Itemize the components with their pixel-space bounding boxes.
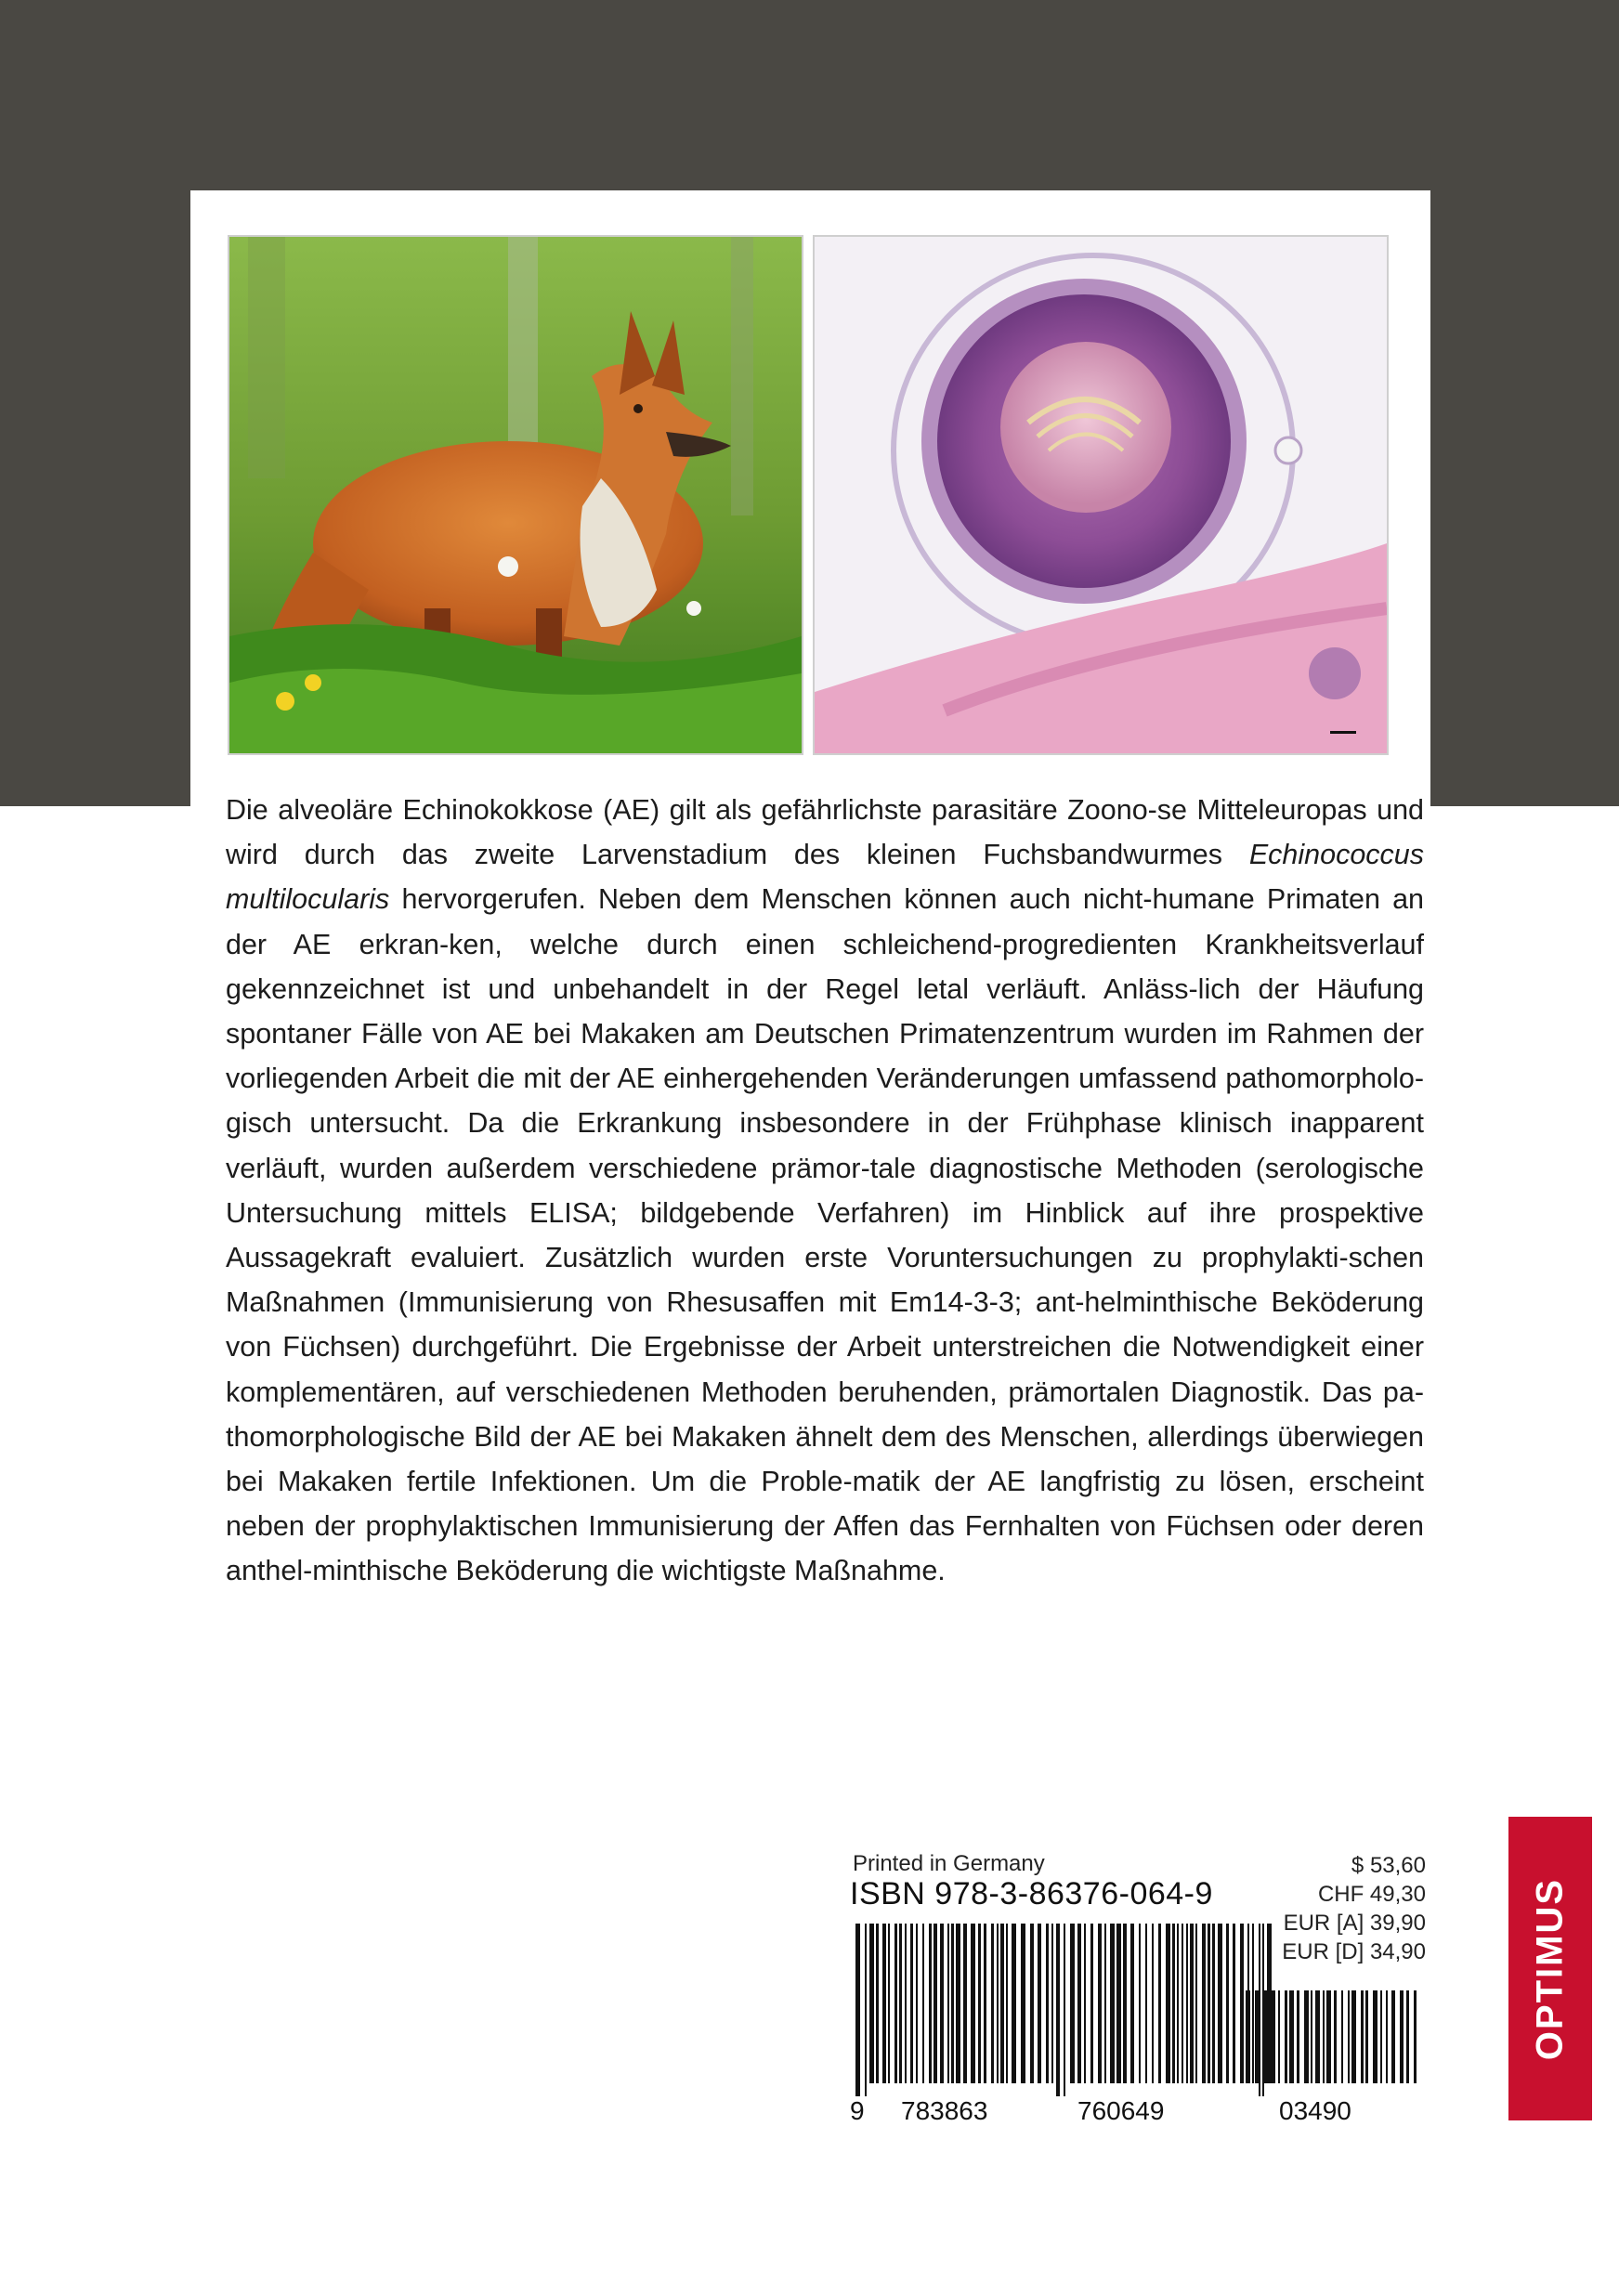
barcode-bar	[940, 1924, 944, 2083]
barcode-bar	[1391, 1990, 1395, 2083]
barcode-bar	[1326, 1990, 1331, 2083]
barcode-bar	[1218, 1924, 1222, 2083]
barcode-bar	[916, 1924, 918, 2083]
barcode-bar	[1406, 1990, 1409, 2083]
barcode-bar	[1297, 1990, 1299, 2083]
fox-photo	[228, 235, 803, 755]
publisher-name: OPTIMUS	[1529, 1877, 1571, 2060]
price-list	[1282, 1851, 1426, 1966]
barcode-bar	[1051, 1924, 1053, 2083]
barcode-bar	[1110, 1924, 1115, 2083]
blurb-species-name: Echinococcus multilocularis	[226, 839, 1424, 916]
barcode-bar	[1123, 1924, 1127, 2083]
barcode-bar	[984, 1924, 986, 2083]
barcode-bar	[1289, 1990, 1294, 2083]
barcode-bar	[1012, 1924, 1016, 2083]
barcode-bar	[1233, 1924, 1235, 2083]
barcode-bar	[869, 1924, 874, 2083]
barcode-lead-digit: 9	[850, 2096, 865, 2125]
back-cover-blurb	[226, 788, 1424, 1594]
barcode-bar	[978, 1924, 981, 2083]
barcode-bar	[1172, 1924, 1175, 2083]
barcode-bar	[882, 1924, 886, 2083]
barcode-bar	[1361, 1990, 1364, 2083]
barcode-bar	[1272, 1990, 1275, 2083]
barcode-bar	[1386, 1990, 1388, 2083]
barcode-bar	[1186, 1924, 1188, 2083]
barcode-bar	[1064, 1924, 1065, 2096]
barcode-bar	[1021, 1924, 1025, 2083]
barcode-right-group: 760649	[1077, 2096, 1165, 2125]
barcode-bar	[1255, 1990, 1260, 2083]
barcode-bar	[1190, 1924, 1194, 2083]
barcode-bar	[894, 1924, 897, 2083]
barcode-bar	[956, 1924, 960, 2083]
barcode-bar	[1348, 1990, 1350, 2083]
barcode-bar	[1365, 1990, 1368, 2083]
barcode-bar	[1285, 1990, 1287, 2083]
barcode-bar	[1038, 1924, 1041, 2083]
barcode-bar	[1400, 1990, 1404, 2083]
barcode-bar	[1334, 1990, 1337, 2083]
barcode-bar	[1145, 1924, 1147, 2083]
isbn-number: ISBN 978-3-86376-064-9	[850, 1876, 1213, 1911]
barcode-bar	[971, 1924, 975, 2083]
barcode-bar	[1130, 1924, 1134, 2083]
barcode-bar	[910, 1924, 913, 2083]
barcode-bar	[1315, 1990, 1320, 2083]
blurb-part-1: Die alveoläre Echinokokkose (AE) gilt als gefährlichste parasitäre Zoono-se Mitteleuropas und wird durch das zweite Larvenstadium des kleinen Fuchsbandwurmes	[226, 794, 1424, 871]
barcode-bar	[1323, 1990, 1325, 2083]
barcode-bar	[922, 1924, 924, 2083]
barcode-bar	[1177, 1924, 1179, 2083]
barcode-bar	[963, 1924, 967, 2083]
barcode-bar	[888, 1924, 890, 2083]
isbn-block	[850, 1851, 1426, 2125]
barcode-bar	[991, 1924, 994, 2083]
barcode-bar	[1311, 1990, 1312, 2083]
barcode-bar	[947, 1924, 949, 2083]
barcode-bar	[1226, 1924, 1229, 2083]
barcode-bar	[876, 1924, 879, 2083]
barcode-bar	[929, 1924, 932, 2083]
barcode-bar	[1056, 1924, 1060, 2096]
barcode-bar	[1166, 1924, 1170, 2083]
barcode-bar	[1262, 1990, 1267, 2083]
addon-barcode	[1240, 1990, 1426, 2096]
barcode-bar	[1380, 1990, 1382, 2083]
barcode-bar	[1182, 1924, 1183, 2083]
barcode-bar	[1104, 1924, 1106, 2083]
barcode-bar	[1139, 1924, 1141, 2083]
barcode-bar	[1202, 1924, 1206, 2083]
barcode-addon-digits: 03490	[1279, 2096, 1351, 2125]
barcode-bar	[1212, 1924, 1215, 2083]
photo-panel	[190, 190, 1430, 806]
barcode-left-group: 783863	[901, 2096, 988, 2125]
barcode-bar	[855, 1924, 860, 2096]
barcode-bar	[1351, 1990, 1356, 2083]
barcode-bar	[1278, 1990, 1280, 2083]
price-eur-a: EUR [A] 39,90	[1283, 1911, 1426, 1936]
barcode-bar	[1246, 1990, 1250, 2083]
barcode-bar	[1070, 1924, 1075, 2083]
barcode-bar	[1084, 1924, 1086, 2083]
barcode-bar	[899, 1924, 902, 2083]
barcode-bar	[997, 1924, 999, 2083]
barcode-bar	[1304, 1990, 1309, 2083]
histology-photo	[813, 235, 1389, 755]
price-usd: $ 53,60	[1351, 1853, 1426, 1878]
blurb-part-2: hervorgerufen. Neben dem Menschen können auch nicht-humane Primaten an der AE erkran-ken, welche durch einen schleichend-progredienten Krankheitsverlauf gekennzeichnet ist und unbehandelt in der Regel letal verläuft. Anläss-lich der Häufung spontaner Fälle von AE bei Makaken am Deutschen Primatenzentrum wurden im Rahmen der vorliegenden Arbeit die mit der AE einhergehenden Veränderungen umfassend pathomorpholo-gisch untersucht. Da die Erkrankung insbesondere in der Frühphase klinisch inapparent verläuft, wurden außerdem verschiedene prämor-tale diagnostische Methoden (serologische Untersuchung mittels ELISA; bildgebende Verfahren) im Hinblick auf ihre prospektive Aussagekraft evaluiert. Zusätzlich wurden erste Voruntersuchungen zu prophylakti-schen Maßnahmen (Immunisierung von Rhesusaffen mit Em14-3-3; ant-helminthische Beköderung von Füchsen) durchgeführt. Die Ergebnisse der Arbeit unterstreichen die Notwendigkeit einer komplementären, auf verschiedenen Methoden beruhenden, prämortalen Diagnostik. Das pa-thomorphologische Bild der AE bei Makaken ähnelt dem des Menschen, allerdings überwiegen bei Makaken fertile Infektionen. Um die Proble-matik der AE langfristig zu lösen, erscheint neben der prophylaktischen Immunisierung der Affen das Fernhalten von Füchsen oder deren anthel-minthische Beköderung die wichtigste Maßnahme.	[226, 883, 1425, 1587]
barcode-bar	[1195, 1924, 1197, 2083]
barcode-bar	[934, 1924, 937, 2083]
barcode-bar	[1116, 1924, 1121, 2083]
barcode-bar	[1046, 1924, 1049, 2083]
barcode-bar	[951, 1924, 954, 2083]
price-eur-d: EUR [D] 34,90	[1282, 1939, 1426, 1964]
barcode-bar	[1341, 1990, 1343, 2083]
barcode-bar	[1158, 1924, 1161, 2083]
ean-barcode	[850, 1924, 1277, 2096]
barcode-bar	[1077, 1924, 1081, 2083]
printed-in-label: Printed in Germany	[853, 1851, 1045, 1876]
barcode-bar	[865, 1924, 867, 2096]
barcode-bar	[1006, 1924, 1008, 2083]
barcode-bar	[905, 1924, 907, 2083]
barcode-bar	[1090, 1924, 1093, 2083]
barcode-bar	[1000, 1924, 1004, 2083]
barcode-bar	[1098, 1924, 1102, 2083]
barcode-bar	[1152, 1924, 1154, 2083]
barcode-bar	[1208, 1924, 1210, 2083]
barcode-bar	[1373, 1990, 1377, 2083]
price-chf: CHF 49,30	[1317, 1882, 1426, 1907]
barcode-bar	[1414, 1990, 1417, 2083]
publisher-logo-tab	[1508, 1817, 1592, 2120]
barcode-bar	[1030, 1924, 1034, 2083]
